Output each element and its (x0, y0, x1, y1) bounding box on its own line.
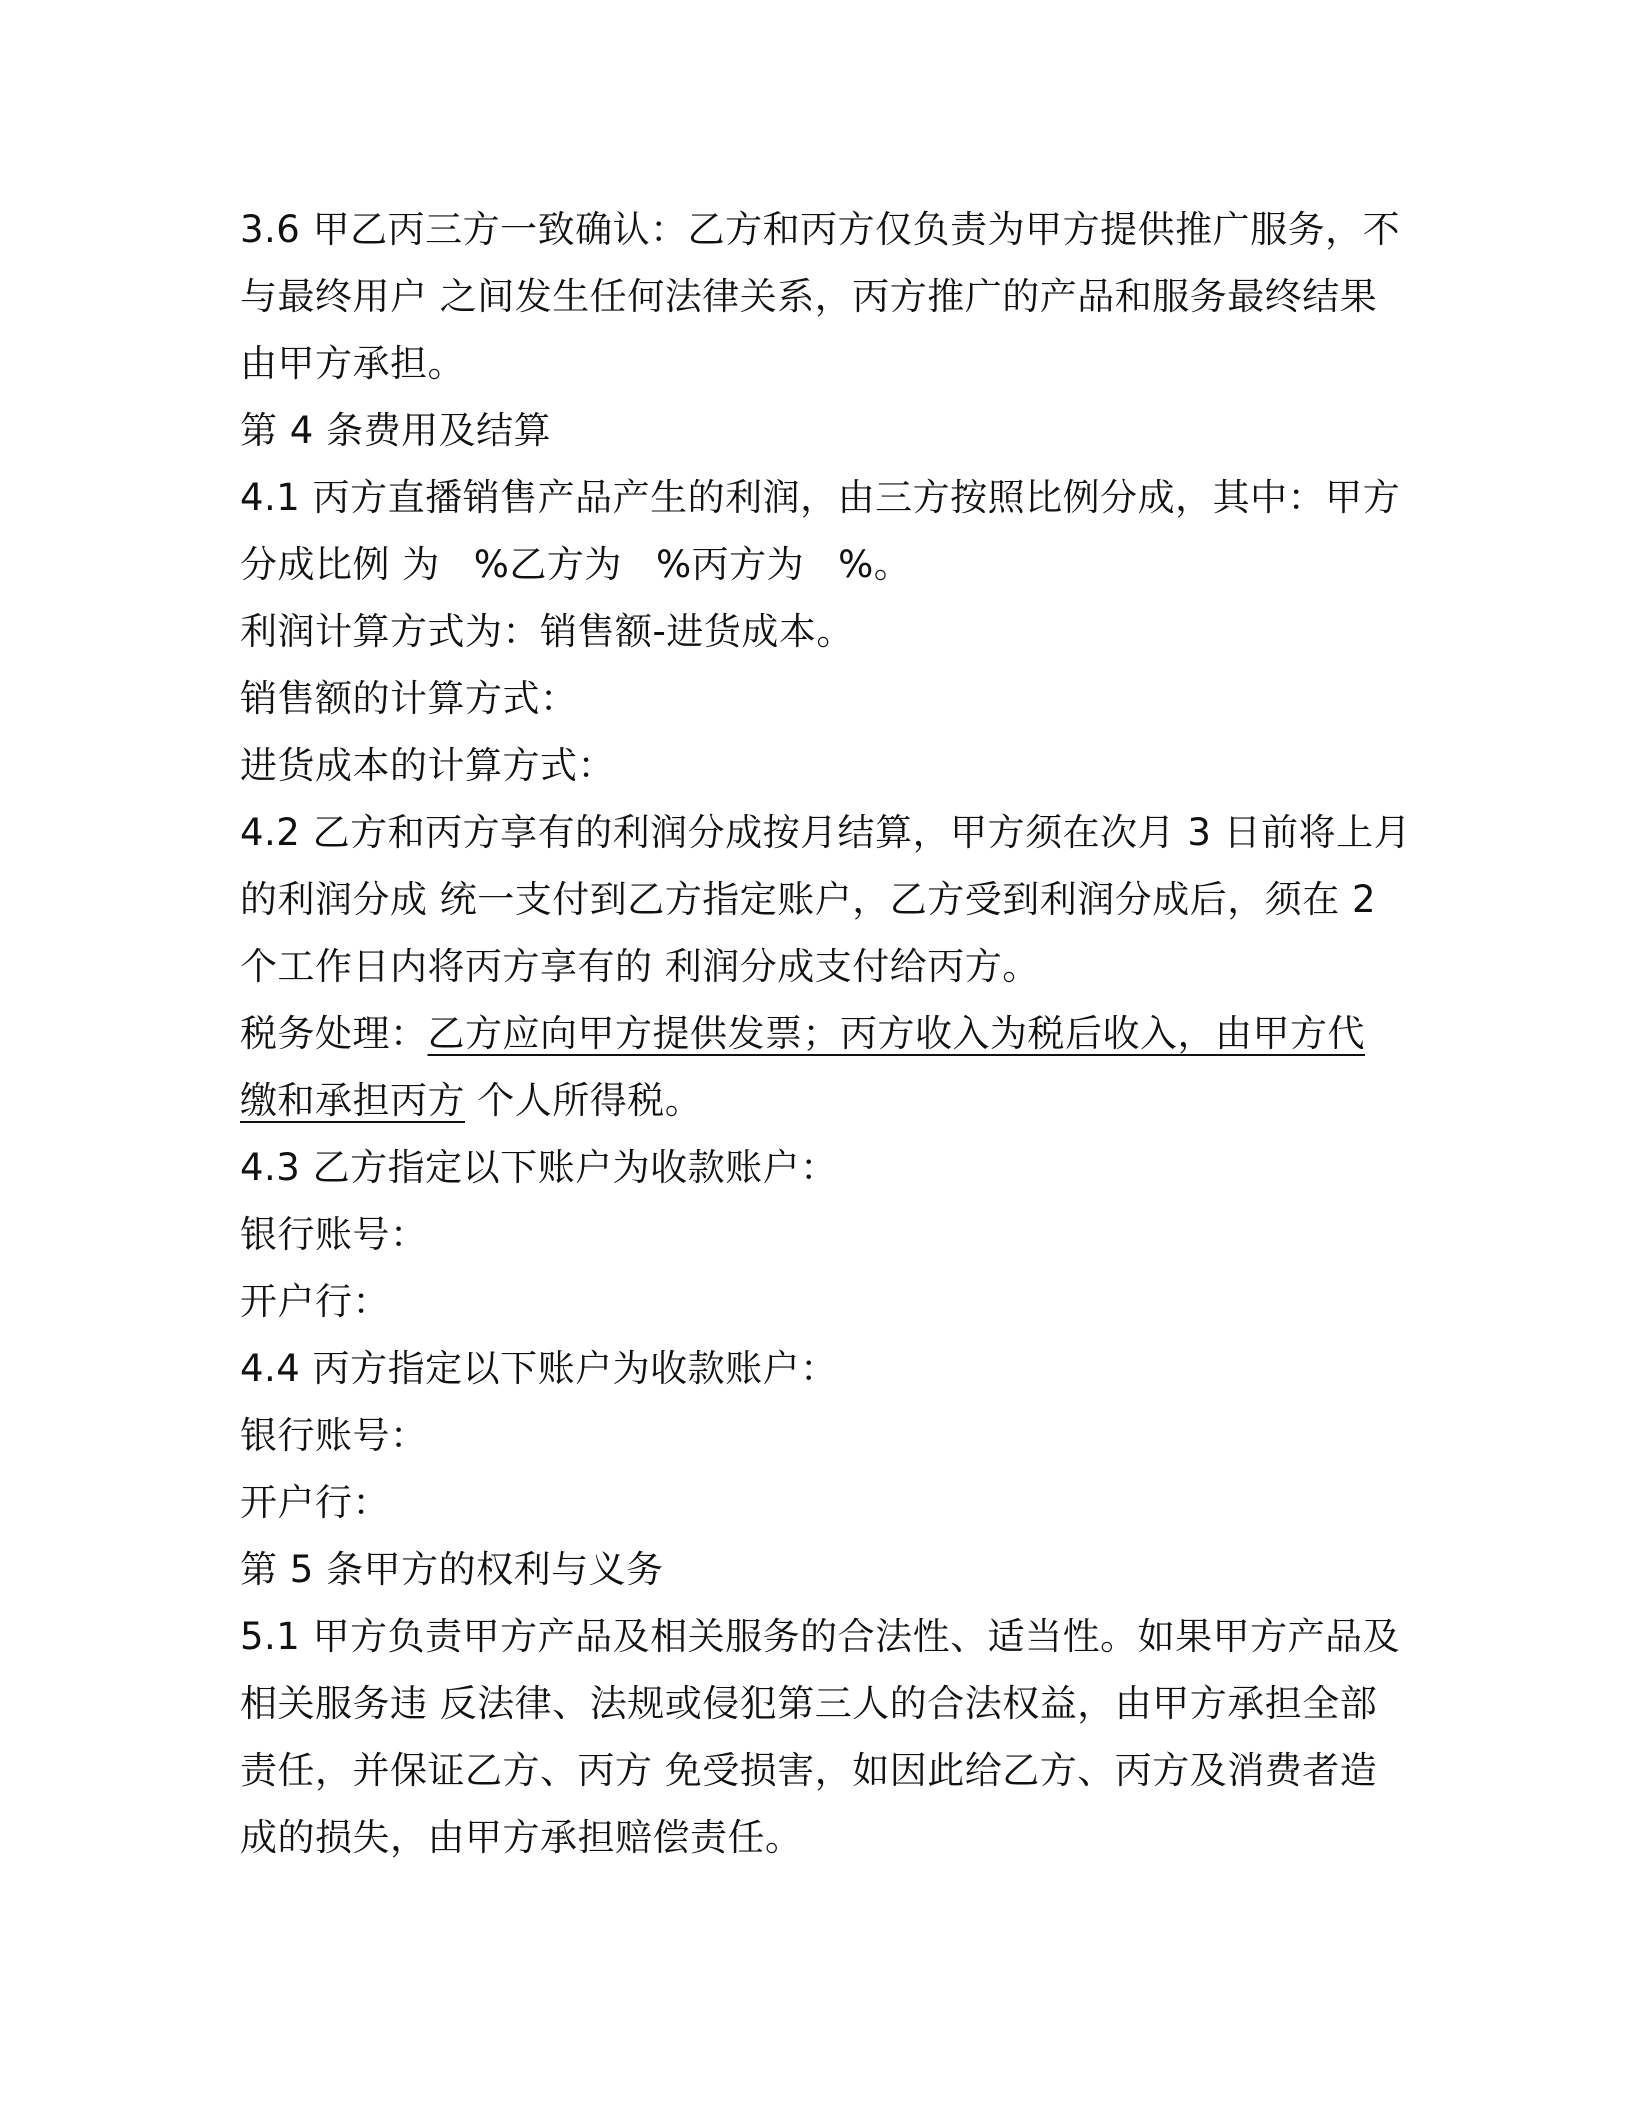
yi-bank-name-label: 开户行： (240, 1280, 390, 1323)
bing-bank-name-label: 开户行： (240, 1481, 390, 1524)
contract-page (240, 196, 1412, 1871)
clause-3-6-line-2: 与最终用户 之间发生任何法律关系，丙方推广的产品和服务最终结果 (240, 275, 1378, 318)
profit-formula-line: 利润计算方式为：销售额-进货成本。 (240, 610, 854, 653)
sales-calc-line: 销售额的计算方式： (240, 677, 578, 720)
yi-bank-account-label: 银行账号： (240, 1213, 428, 1256)
ratio-yi-label: %乙方为 (473, 543, 622, 586)
clause-5-1-line-4: 成的损失，由甲方承担赔偿责任。 (240, 1816, 803, 1859)
tax-line-2 (240, 1067, 1390, 1134)
bing-bank-account-label: 银行账号： (240, 1414, 428, 1457)
clause-4-3 (240, 1134, 1390, 1335)
clause-4-2-line-1: 4.2 乙方和丙方享有的利润分成按月结算，甲方须在次月 3 日前将上月 (240, 811, 1412, 854)
clause-4-1 (240, 464, 1401, 799)
article-4-heading: 第 4 条费用及结算 (240, 409, 552, 452)
clause-4-3-line-1: 4.3 乙方指定以下账户为收款账户： (240, 1146, 838, 1189)
tax-underlined-text-1: 乙方应向甲方提供发票；丙方收入为税后收入，由甲方代 (427, 1012, 1365, 1055)
ratio-jia-label: 分成比例 为 (240, 543, 440, 586)
clause-4-2-line-3: 个工作日内将丙方享有的 利润分成支付给丙方。 (240, 945, 1040, 988)
clause-5-1-line-1: 5.1 甲方负责甲方产品及相关服务的合法性、适当性。如果甲方产品及 (240, 1615, 1401, 1658)
clause-3-6 (240, 196, 1401, 397)
clause-5-1-line-2: 相关服务违 反法律、法规或侵犯第三人的合法权益，由甲方承担全部 (240, 1682, 1378, 1725)
cost-calc-line: 进货成本的计算方式： (240, 744, 615, 787)
article-5-heading: 第 5 条甲方的权利与义务 (240, 1548, 664, 1591)
clause-4-2-line-2: 的利润分成 统一支付到乙方指定账户，乙方受到利润分成后，须在 2 (240, 878, 1377, 921)
clause-4-2 (240, 799, 1412, 1134)
clause-4-1-ratio-line (240, 531, 1390, 598)
clause-4-4 (240, 1335, 1390, 1536)
ratio-bing-label: %丙方为 (655, 543, 805, 586)
clause-3-6-line-1: 3.6 甲乙丙三方一致确认：乙方和丙方仅负责为甲方提供推广服务，不 (240, 208, 1401, 251)
clause-3-6-line-3: 由甲方承担。 (240, 342, 465, 385)
tax-line-1 (240, 1000, 1390, 1067)
tax-label: 税务处理： (240, 1012, 428, 1055)
tax-underlined-text-2: 缴和承担丙方 (240, 1079, 465, 1122)
ratio-end: %。 (838, 543, 912, 586)
clause-5-1-line-3: 责任，并保证乙方、丙方 免受损害，如因此给乙方、丙方及消费者造 (240, 1749, 1378, 1792)
clause-5-1 (240, 1603, 1401, 1871)
tax-rest-text: 个人所得税。 (465, 1079, 703, 1122)
clause-4-1-line-1: 4.1 丙方直播销售产品产生的利润，由三方按照比例分成，其中：甲方 (240, 476, 1401, 519)
clause-4-4-line-1: 4.4 丙方指定以下账户为收款账户： (240, 1347, 838, 1390)
